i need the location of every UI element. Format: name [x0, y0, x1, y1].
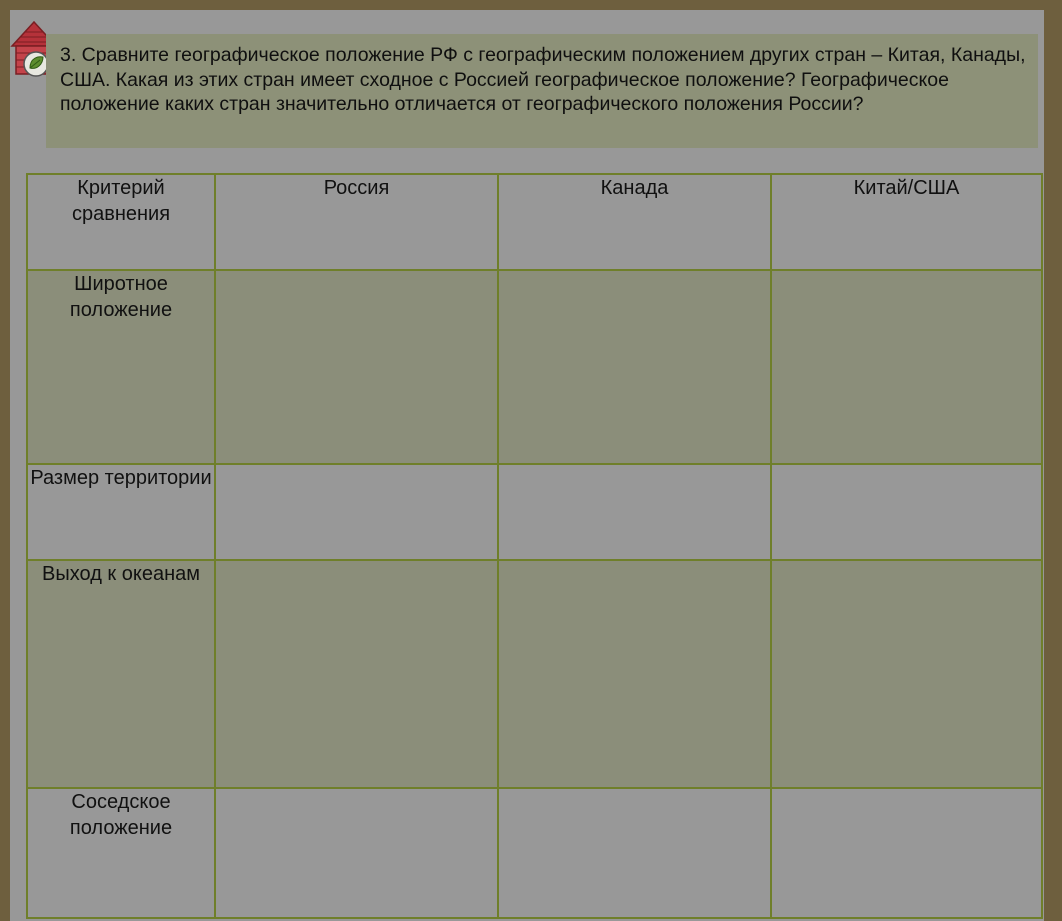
- header-canada: Канада: [498, 174, 771, 270]
- criterion-cell: Размер территории: [27, 464, 215, 560]
- answer-cell-russia[interactable]: [215, 788, 498, 918]
- table-header-row: [27, 174, 1042, 270]
- criterion-cell: Соседское положение: [27, 788, 215, 918]
- worksheet: [10, 10, 1044, 921]
- answer-cell-russia[interactable]: [215, 464, 498, 560]
- answer-cell-china-usa[interactable]: [771, 788, 1042, 918]
- answer-cell-canada[interactable]: [498, 464, 771, 560]
- answer-cell-china-usa[interactable]: [771, 464, 1042, 560]
- table-row: [27, 270, 1042, 464]
- comparison-table: [26, 173, 1043, 919]
- answer-cell-russia[interactable]: [215, 560, 498, 788]
- answer-cell-canada[interactable]: [498, 788, 771, 918]
- answer-cell-canada[interactable]: [498, 270, 771, 464]
- header-criterion: Критерий сравнения: [27, 174, 215, 270]
- answer-cell-china-usa[interactable]: [771, 270, 1042, 464]
- header-russia: Россия: [215, 174, 498, 270]
- table-row: [27, 788, 1042, 918]
- table-row: [27, 560, 1042, 788]
- answer-cell-china-usa[interactable]: [771, 560, 1042, 788]
- task-question: 3. Сравните географическое положение РФ с географическим положением других стран – Китая, Канады, США. Какая из этих стран имеет сходное с Россией географическое положение? Географическое положение каких стран значительно отличается от географического положения России?: [60, 44, 1026, 115]
- table-row: [27, 464, 1042, 560]
- criterion-cell: Широтное положение: [27, 270, 215, 464]
- criterion-cell: Выход к океанам: [27, 560, 215, 788]
- answer-cell-russia[interactable]: [215, 270, 498, 464]
- task-box: [46, 34, 1038, 148]
- header-china-usa: Китай/США: [771, 174, 1042, 270]
- answer-cell-canada[interactable]: [498, 560, 771, 788]
